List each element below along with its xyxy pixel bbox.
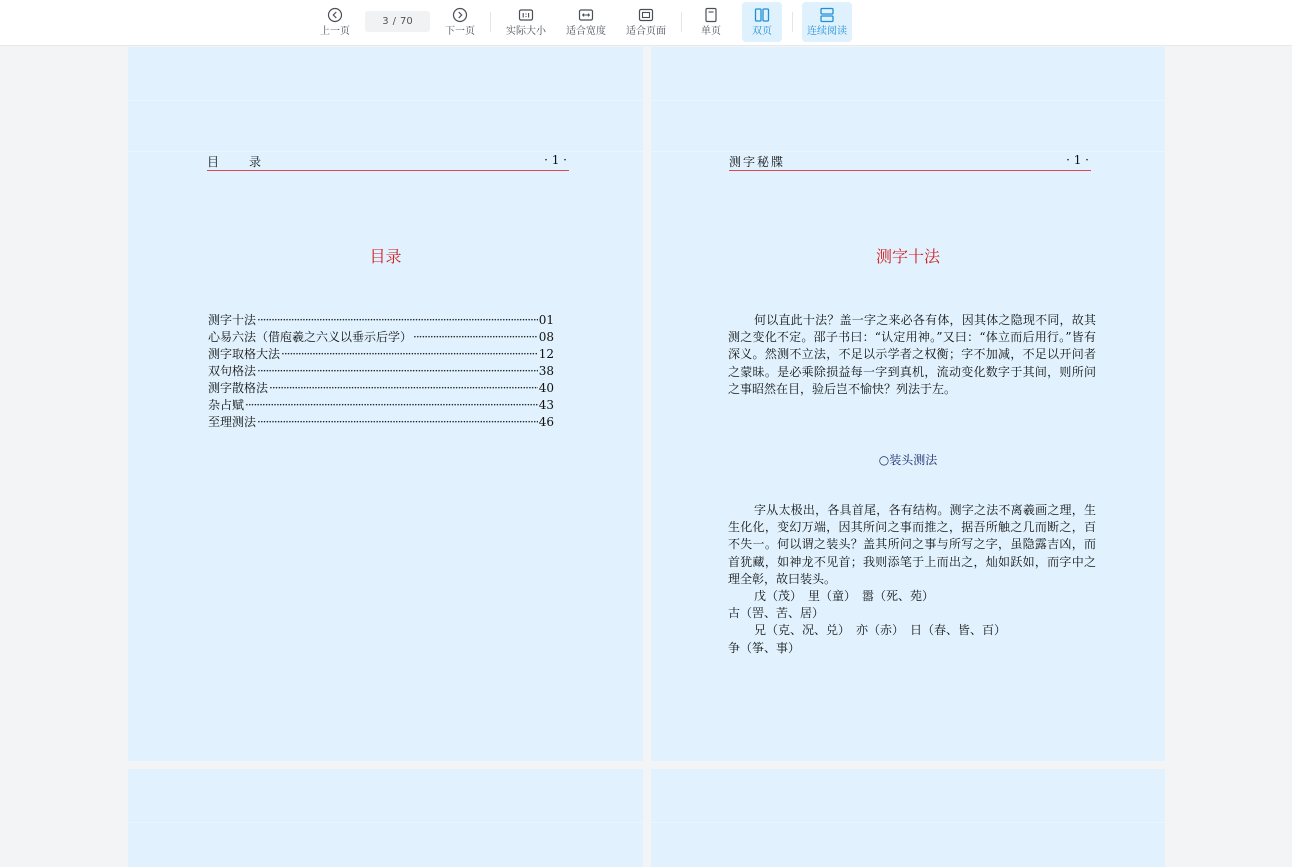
actual-size-button[interactable] xyxy=(503,2,549,42)
page-indicator[interactable] xyxy=(365,11,430,32)
toc-leader-dots xyxy=(413,329,538,346)
chevron-right-circle-icon xyxy=(452,7,468,23)
toc-leader-dots xyxy=(269,380,538,397)
toc-entry-title[interactable]: 杂占赋 xyxy=(208,398,245,412)
example-line: 古（罟、苦、居） xyxy=(728,606,825,621)
single-page-icon xyxy=(703,7,719,23)
page-band xyxy=(651,151,1165,152)
toc-entry-title[interactable]: 测字取格大法 xyxy=(208,347,281,361)
left-running-title: 目 录 xyxy=(207,155,264,169)
fit-width-label: 适合宽度 xyxy=(566,26,606,37)
toc-entry[interactable] xyxy=(208,397,554,414)
toc-leader-dots xyxy=(281,346,538,363)
right-running-page-number: · 1 · xyxy=(1066,153,1089,167)
table-of-contents xyxy=(208,312,554,431)
example-line: 兄（克、况、兑） 亦（赤） 日（春、皆、百） xyxy=(754,623,1007,638)
page-band xyxy=(128,151,643,152)
section-paragraph: 字从太极出，各具首尾，各有结构。测字之法不离羲画之理，生生化化，变幻万端，因其所问之事而推之，据吾所触之几而断之，百不失一。何以谓之装头？盖其所问之事与所写之字，虽隐露吉凶，而首犹藏，如神龙不见首；我则添笔于上而出之，灿如跃如，而字中之理全彰，故曰装头。 xyxy=(728,503,1096,586)
prev-page-button[interactable] xyxy=(316,2,354,42)
right-page xyxy=(651,47,1165,761)
chevron-left-circle-icon xyxy=(327,7,343,23)
example-line: 争（筝、事） xyxy=(728,640,801,655)
page-band xyxy=(651,100,1165,101)
fit-page-icon xyxy=(638,7,654,23)
toc-entry-page: 43 xyxy=(538,398,554,412)
toc-entry[interactable] xyxy=(208,346,554,363)
continuous-reading-icon xyxy=(819,7,835,23)
toc-entry-page: 08 xyxy=(538,330,554,344)
current-page-number[interactable]: 3 xyxy=(382,16,389,27)
page-band xyxy=(128,822,643,823)
intro-text: 何以直此十法？盖一字之来必各有体，因其体之隐现不同，故其测之变化不定。邵子书曰：“认定用神。”又曰：“体立而后用行。”皆有深义。然测不立法，不足以示学者之权衡；字不加减，不足以开问者之蒙昧。是必乘除损益每一字到真机，流动变化数字于其间，则所问之事昭然在目，验后岂不愉快？列法于左。 xyxy=(728,313,1096,396)
section-title: ○装头测法 xyxy=(878,453,938,467)
prev-page-label: 上一页 xyxy=(320,26,350,37)
toc-entry[interactable] xyxy=(208,312,554,329)
toc-leader-dots xyxy=(245,397,538,414)
toc-entry-page: 40 xyxy=(538,381,554,395)
toc-entry-page: 38 xyxy=(538,364,554,378)
toc-entry-page: 46 xyxy=(538,415,554,429)
right-running-head xyxy=(729,153,1091,171)
fit-page-button[interactable] xyxy=(623,2,669,42)
page-band xyxy=(128,100,643,101)
continuous-reading-label: 连续阅读 xyxy=(807,26,847,37)
toc-entry[interactable] xyxy=(208,363,554,380)
toc-entry-title[interactable]: 测字散格法 xyxy=(208,381,269,395)
chapter-heading: 测字十法 xyxy=(875,247,940,266)
next-page-label: 下一页 xyxy=(445,26,475,37)
page-separator: / xyxy=(392,16,396,27)
next-right-page xyxy=(651,769,1165,867)
fit-width-icon xyxy=(578,7,594,23)
toc-entry-title[interactable]: 测字十法 xyxy=(208,313,257,327)
example-line: 戊（茂） 里（童） 嚣（死、苑） xyxy=(754,589,935,604)
total-pages: 70 xyxy=(400,16,413,27)
left-running-page-number: · 1 · xyxy=(544,153,567,167)
toc-entry[interactable] xyxy=(208,380,554,397)
single-page-button[interactable] xyxy=(693,2,729,42)
toc-leader-dots xyxy=(257,414,538,431)
toc-leader-dots xyxy=(257,363,538,380)
toc-entry[interactable] xyxy=(208,414,554,431)
single-page-label: 单页 xyxy=(701,26,721,37)
toolbar-divider xyxy=(490,12,491,32)
actual-size-icon xyxy=(518,7,534,23)
page-band xyxy=(651,822,1165,823)
intro-paragraph xyxy=(728,312,1096,398)
toc-heading: 目录 xyxy=(369,247,402,266)
double-page-icon xyxy=(754,7,770,23)
next-left-page xyxy=(128,769,643,867)
toc-entry[interactable] xyxy=(208,329,554,346)
double-page-button[interactable] xyxy=(742,2,782,42)
fit-page-label: 适合页面 xyxy=(626,26,666,37)
fit-width-button[interactable] xyxy=(563,2,609,42)
left-page xyxy=(128,47,643,761)
toolbar-divider xyxy=(792,12,793,32)
section-body xyxy=(728,502,1096,657)
toc-entry-title[interactable]: 至理测法 xyxy=(208,415,257,429)
toc-entry-title[interactable]: 心易六法（借庖羲之六义以垂示后学） xyxy=(208,330,413,344)
toolbar-divider xyxy=(681,12,682,32)
toc-leader-dots xyxy=(257,312,538,329)
next-page-button[interactable] xyxy=(441,2,479,42)
double-page-label: 双页 xyxy=(752,26,772,37)
toc-entry-page: 12 xyxy=(538,347,554,361)
actual-size-label: 实际大小 xyxy=(506,26,546,37)
toc-entry-page: 01 xyxy=(538,313,554,327)
toolbar xyxy=(0,0,1292,46)
toc-entry-title[interactable]: 双句格法 xyxy=(208,364,257,378)
right-running-title: 测字秘牒 xyxy=(729,155,786,169)
left-running-head xyxy=(207,153,569,171)
continuous-reading-button[interactable] xyxy=(802,2,852,42)
